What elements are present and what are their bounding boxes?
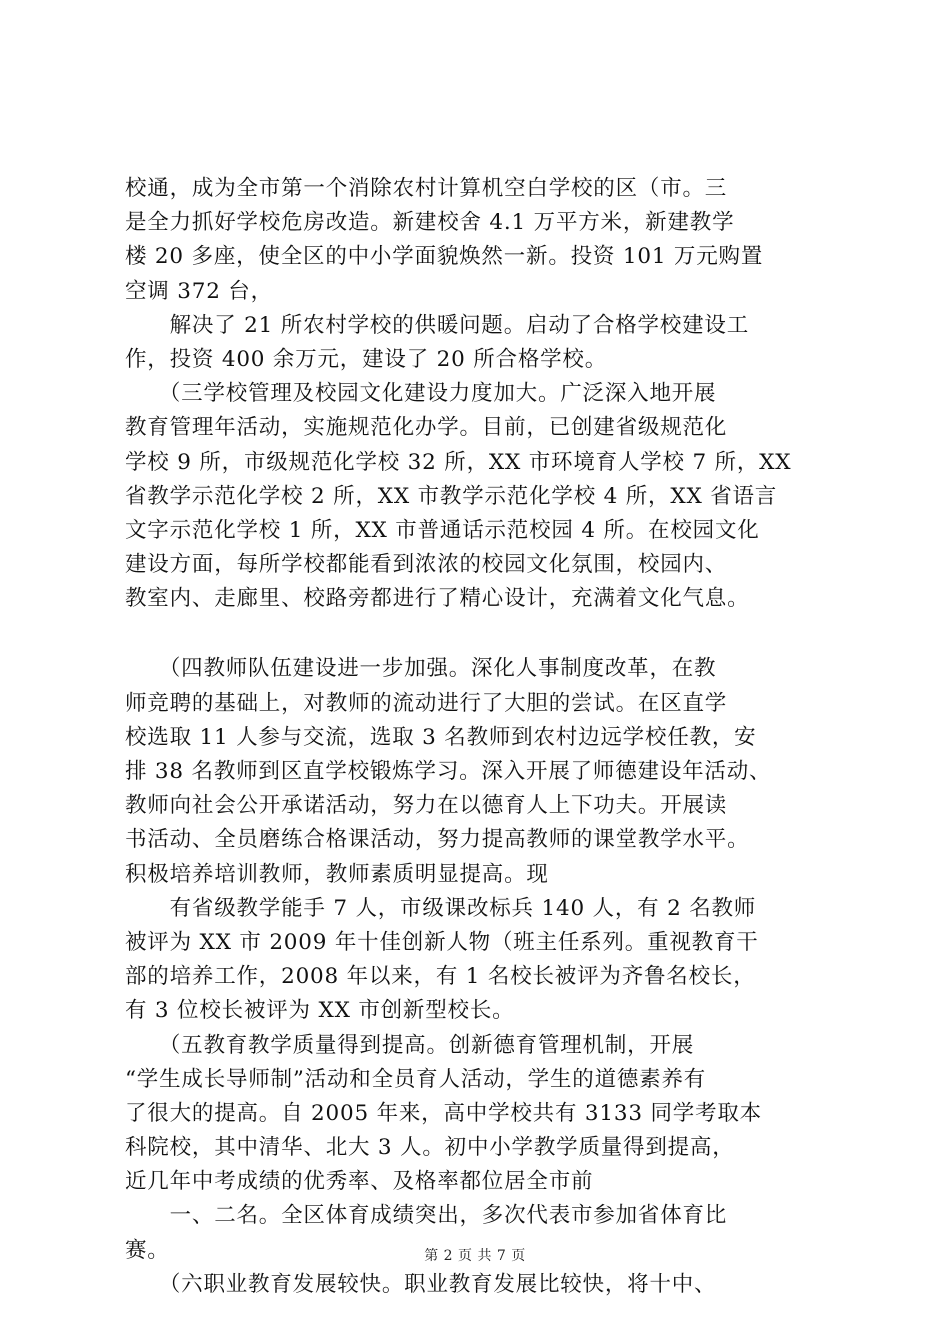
paragraph-gap xyxy=(125,616,837,652)
text-line: 楼 20 多座，使全区的中小学面貌焕然一新。投资 101 万元购置 xyxy=(125,244,764,270)
text-line: 教育管理年活动，实施规范化办学。目前，已创建省级规范化 xyxy=(125,415,728,441)
text-line: 作，投资 400 余万元，建设了 20 所合格学校。 xyxy=(125,346,608,372)
text-line: 解决了 21 所农村学校的供暖问题。启动了合格学校建设工 xyxy=(125,312,750,338)
text-line: 有 3 位校长被评为 XX 市创新型校长。 xyxy=(125,998,515,1024)
text-line: 书活动、全员磨练合格课活动，努力提高教师的课堂教学水平。 xyxy=(125,827,750,853)
text-line: 教室内、走廊里、校路旁都进行了精心设计，充满着文化气息。 xyxy=(125,586,750,612)
text-line: （四教师队伍建设进一步加强。深化人事制度改革，在教 xyxy=(125,656,717,682)
text-line: （三学校管理及校园文化建设力度加大。广泛深入地开展 xyxy=(125,381,717,407)
text-line: 近几年中考成绩的优秀率、及格率都位居全市前 xyxy=(125,1169,594,1195)
page-number-footer: 第 2 页 共 7 页 xyxy=(424,1248,526,1264)
text-line: 排 38 名教师到区直学校锻炼学习。深入开展了师德建设年活动、 xyxy=(125,759,772,784)
text-line: 部的培养工作，2008 年以来，有 1 名校长被评为齐鲁名校长， xyxy=(125,964,756,990)
text-line: 赛。 xyxy=(125,1237,170,1263)
text-line: 一、二名。全区体育成绩突出，多次代表市参加省体育比 xyxy=(125,1203,728,1229)
text-line: （六职业教育发展较快。职业教育发展比较快，将十中、 xyxy=(125,1271,717,1297)
text-line: 校选取 11 人参与交流，选取 3 名教师到农村边远学校任教，安 xyxy=(125,724,757,750)
text-line: 科院校，其中清华、北大 3 人。初中小学教学质量得到提高， xyxy=(125,1135,735,1161)
text-line: 省教学示范化学校 2 所，XX 市教学示范化学校 4 所，XX 省语言 xyxy=(125,483,778,509)
text-line: 有省级教学能手 7 人，市级课改标兵 140 人，有 2 名教师 xyxy=(125,895,757,921)
text-line: 建设方面，每所学校都能看到浓浓的校园文化氛围，校园内、 xyxy=(125,552,728,578)
text-line: “学生成长导师制”活动和全员育人活动，学生的道德素养有 xyxy=(125,1066,707,1092)
text-line: 积极培养培训教师，教师素质明显提高。现 xyxy=(125,861,549,887)
text-line: 空调 372 台， xyxy=(125,278,273,304)
text-line: 文字示范化学校 1 所，XX 市普通话示范校园 4 所。在校园文化 xyxy=(125,517,760,543)
text-line: 被评为 XX 市 2009 年十佳创新人物（班主任系列。重视教育干 xyxy=(125,929,759,955)
text-line: 了很大的提高。自 2005 年来，高中学校共有 3133 同学考取本 xyxy=(125,1100,762,1126)
text-line: 师竞聘的基础上，对教师的流动进行了大胆的尝试。在区直学 xyxy=(125,690,728,716)
text-line: 校通，成为全市第一个消除农村计算机空白学校的区（市。三 xyxy=(125,176,728,201)
text-line: （五教育教学质量得到提高。创新德育管理机制，开展 xyxy=(125,1032,695,1058)
text-line: 学校 9 所，市级规范化学校 32 所，XX 市环境育人学校 7 所，XX xyxy=(125,449,792,475)
document-body xyxy=(125,172,837,1302)
text-line: 教师向社会公开承诺活动，努力在以德育人上下功夫。开展读 xyxy=(125,793,728,819)
text-line: 是全力抓好学校危房改造。新建校舍 4.1 万平方米，新建教学 xyxy=(125,210,735,236)
